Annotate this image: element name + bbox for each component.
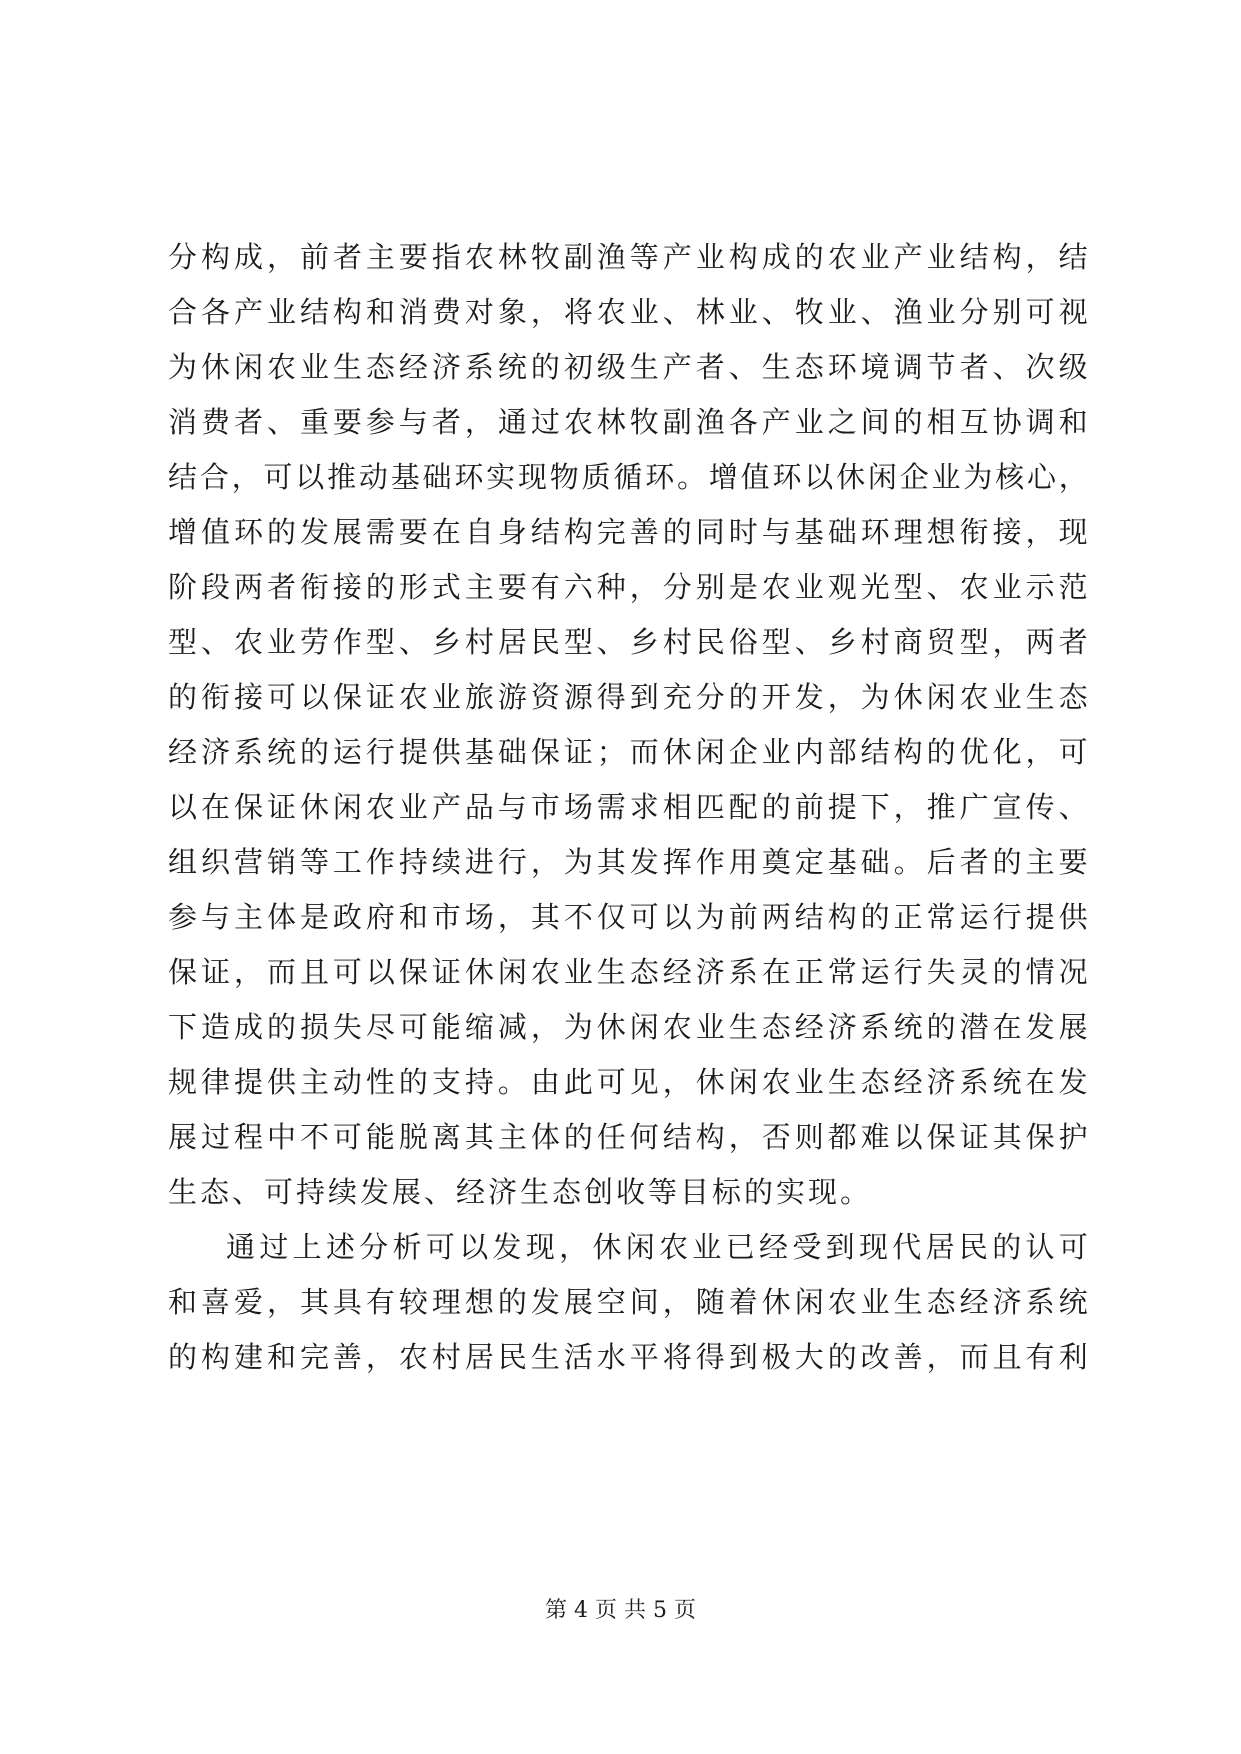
text-line: 组 织 营 销 等 工 作 持 续 进 行 ， 为 其 发 挥 作 用 奠 定 基 础 。 后 者 的 主 要 — [168, 845, 1088, 879]
text-line: 的 构 建 和 完 善 ， 农 村 居 民 生 活 水 平 将 得 到 极 大 的 改 善 ， 而 且 有 利 — [168, 1340, 1088, 1374]
text-line: 分 构 成 ， 前 者 主 要 指 农 林 牧 副 渔 等 产 业 构 成 的 农 业 产 业 结 构 ， 结 — [168, 240, 1088, 274]
text-line: 下 造 成 的 损 失 尽 可 能 缩 减 ， 为 休 闲 农 业 生 态 经 济 系 统 的 潜 在 发 展 — [168, 1010, 1088, 1044]
text-line: 以 在 保 证 休 闲 农 业 产 品 与 市 场 需 求 相 匹 配 的 前 提 下 ， 推 广 宣 传 、 — [168, 790, 1088, 824]
text-line: 为 休 闲 农 业 生 态 经 济 系 统 的 初 级 生 产 者 、 生 态 环 境 调 节 者 、 次 级 — [168, 350, 1088, 384]
text-line: 生态、可持续发展、经济生态创收等目标的实现。 — [168, 1175, 873, 1209]
text-line: 增 值 环 的 发 展 需 要 在 自 身 结 构 完 善 的 同 时 与 基 础 环 理 想 衔 接 ， 现 — [168, 515, 1088, 549]
text-line: 合 各 产 业 结 构 和 消 费 对 象 ， 将 农 业 、 林 业 、 牧 业 、 渔 业 分 别 可 视 — [168, 295, 1088, 329]
text-line: 消 费 者 、 重 要 参 与 者 ， 通 过 农 林 牧 副 渔 各 产 业 之 间 的 相 互 协 调 和 — [168, 405, 1088, 439]
text-line: 经 济 系 统 的 运 行 提 供 基 础 保 证 ； 而 休 闲 企 业 内 部 结 构 的 优 化 ， 可 — [168, 735, 1088, 769]
text-line: 参 与 主 体 是 政 府 和 市 场 ， 其 不 仅 可 以 为 前 两 结 构 的 正 常 运 行 提 供 — [168, 900, 1088, 934]
page-number-footer: 第 4 页 共 5 页 — [545, 1598, 696, 1623]
text-line: 和 喜 爱 ， 其 具 有 较 理 想 的 发 展 空 间 ， 随 着 休 闲 农 业 生 态 经 济 系 统 — [168, 1285, 1088, 1319]
text-line: 规 律 提 供 主 动 性 的 支 持 。 由 此 可 见 ， 休 闲 农 业 生 态 经 济 系 统 在 发 — [168, 1065, 1088, 1099]
document-body — [168, 230, 1088, 1385]
text-line: 阶 段 两 者 衔 接 的 形 式 主 要 有 六 种 ， 分 别 是 农 业 观 光 型 、 农 业 示 范 — [168, 570, 1088, 604]
text-line: 保 证 ， 而 且 可 以 保 证 休 闲 农 业 生 态 经 济 系 在 正 常 运 行 失 灵 的 情 况 — [168, 955, 1088, 989]
text-line: 型 、 农 业 劳 作 型 、 乡 村 居 民 型 、 乡 村 民 俗 型 、 乡 村 商 贸 型 ， 两 者 — [168, 625, 1088, 659]
text-line: 通 过 上 述 分 析 可 以 发 现 ， 休 闲 农 业 已 经 受 到 现 代 居 民 的 认 可 — [226, 1230, 1088, 1264]
text-line: 展 过 程 中 不 可 能 脱 离 其 主 体 的 任 何 结 构 ， 否 则 都 难 以 保 证 其 保 护 — [168, 1120, 1088, 1154]
text-line: 的 衔 接 可 以 保 证 农 业 旅 游 资 源 得 到 充 分 的 开 发 ， 为 休 闲 农 业 生 态 — [168, 680, 1088, 714]
text-line: 结 合 ， 可 以 推 动 基 础 环 实 现 物 质 循 环 。 增 值 环 以 休 闲 企 业 为 核 心 ， — [168, 460, 1088, 494]
